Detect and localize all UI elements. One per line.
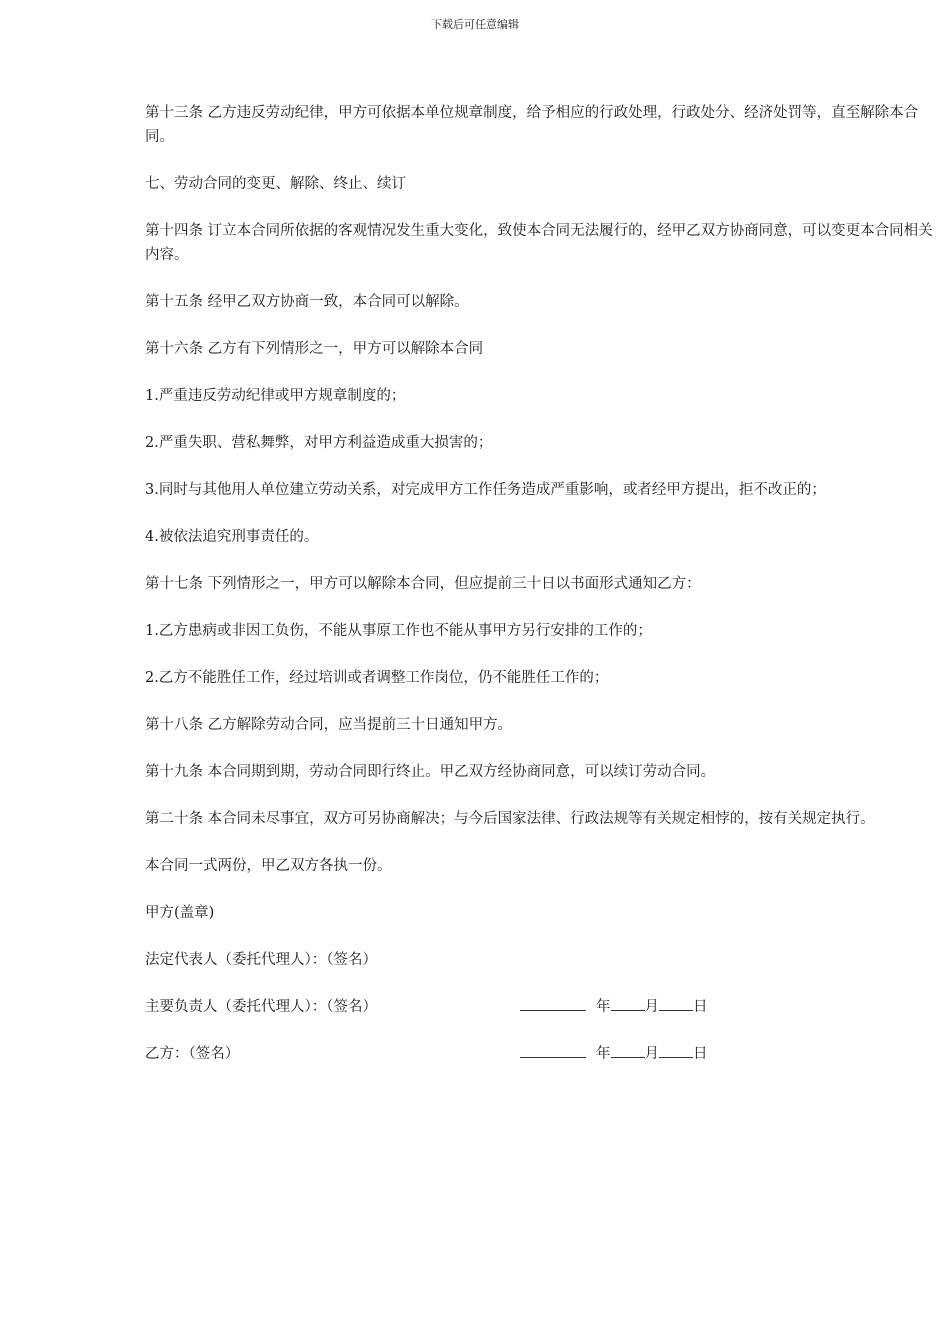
day-label: 日 xyxy=(693,999,708,1015)
date-line xyxy=(520,1042,708,1066)
document-body xyxy=(145,101,940,1089)
copies-clause: 本合同一式两份，甲乙双方各执一份。 xyxy=(145,858,392,874)
article-16-item-4: 4.被依法追究刑事责任的。 xyxy=(145,529,319,545)
year-label: 年 xyxy=(596,999,611,1015)
date-line xyxy=(520,995,708,1019)
party-b-signature-row xyxy=(145,1042,940,1066)
article-16-item-1: 1.严重违反劳动纪律或甲方规章制度的； xyxy=(145,388,406,404)
article-18: 第十八条 乙方解除劳动合同，应当提前三十日通知甲方。 xyxy=(145,717,513,733)
year-blank[interactable] xyxy=(520,1042,586,1058)
month-label: 月 xyxy=(644,1046,659,1062)
legal-representative-signature: 法定代表人（委托代理人）：（签名） xyxy=(145,952,377,968)
principal-signature-row xyxy=(145,995,940,1019)
month-blank[interactable] xyxy=(611,1042,645,1058)
year-label: 年 xyxy=(596,1046,611,1062)
day-blank[interactable] xyxy=(659,995,693,1011)
article-17: 第十七条 下列情形之一，甲方可以解除本合同，但应提前三十日以书面形式通知乙方： xyxy=(145,576,701,592)
day-blank[interactable] xyxy=(659,1042,693,1058)
article-14: 第十四条 订立本合同所依据的客观情况发生重大变化，致使本合同无法履行的，经甲乙双方协商同意，可以变更本合同相关内容。 xyxy=(145,223,933,263)
day-label: 日 xyxy=(693,1046,708,1062)
article-17-item-2: 2.乙方不能胜任工作，经过培训或者调整工作岗位，仍不能胜任工作的； xyxy=(145,670,609,686)
article-16-item-2: 2.严重失职、营私舞弊，对甲方利益造成重大损害的； xyxy=(145,435,493,451)
article-20: 第二十条 本合同未尽事宜，双方可另协商解决；与今后国家法律、行政法规等有关规定相悖的，按有关规定执行。 xyxy=(145,811,875,827)
month-label: 月 xyxy=(644,999,659,1015)
page-header: 下载后可任意编辑 xyxy=(431,18,519,31)
article-16: 第十六条 乙方有下列情形之一，甲方可以解除本合同 xyxy=(145,341,484,357)
article-13: 第十三条 乙方违反劳动纪律，甲方可依据本单位规章制度，给予相应的行政处理，行政处分、经济处罚等，直至解除本合同。 xyxy=(145,105,919,145)
article-16-item-3: 3.同时与其他用人单位建立劳动关系，对完成甲方工作任务造成严重影响，或者经甲方提出，拒不改正的； xyxy=(145,482,826,498)
article-15: 第十五条 经甲乙双方协商一致，本合同可以解除。 xyxy=(145,294,469,310)
article-17-item-1: 1.乙方患病或非因工负伤，不能从事原工作也不能从事甲方另行安排的工作的； xyxy=(145,623,652,639)
principal-signature-label: 主要负责人（委托代理人）：（签名） xyxy=(145,999,377,1015)
party-b-signature-label: 乙方：（签名） xyxy=(145,1046,240,1062)
year-blank[interactable] xyxy=(520,995,586,1011)
party-a-seal: 甲方(盖章) xyxy=(145,905,215,921)
article-19: 第十九条 本合同期到期，劳动合同即行终止。甲乙双方经协商同意，可以续订劳动合同。 xyxy=(145,764,716,780)
month-blank[interactable] xyxy=(611,995,645,1011)
section-heading-7: 七、劳动合同的变更、解除、终止、续订 xyxy=(145,176,406,192)
